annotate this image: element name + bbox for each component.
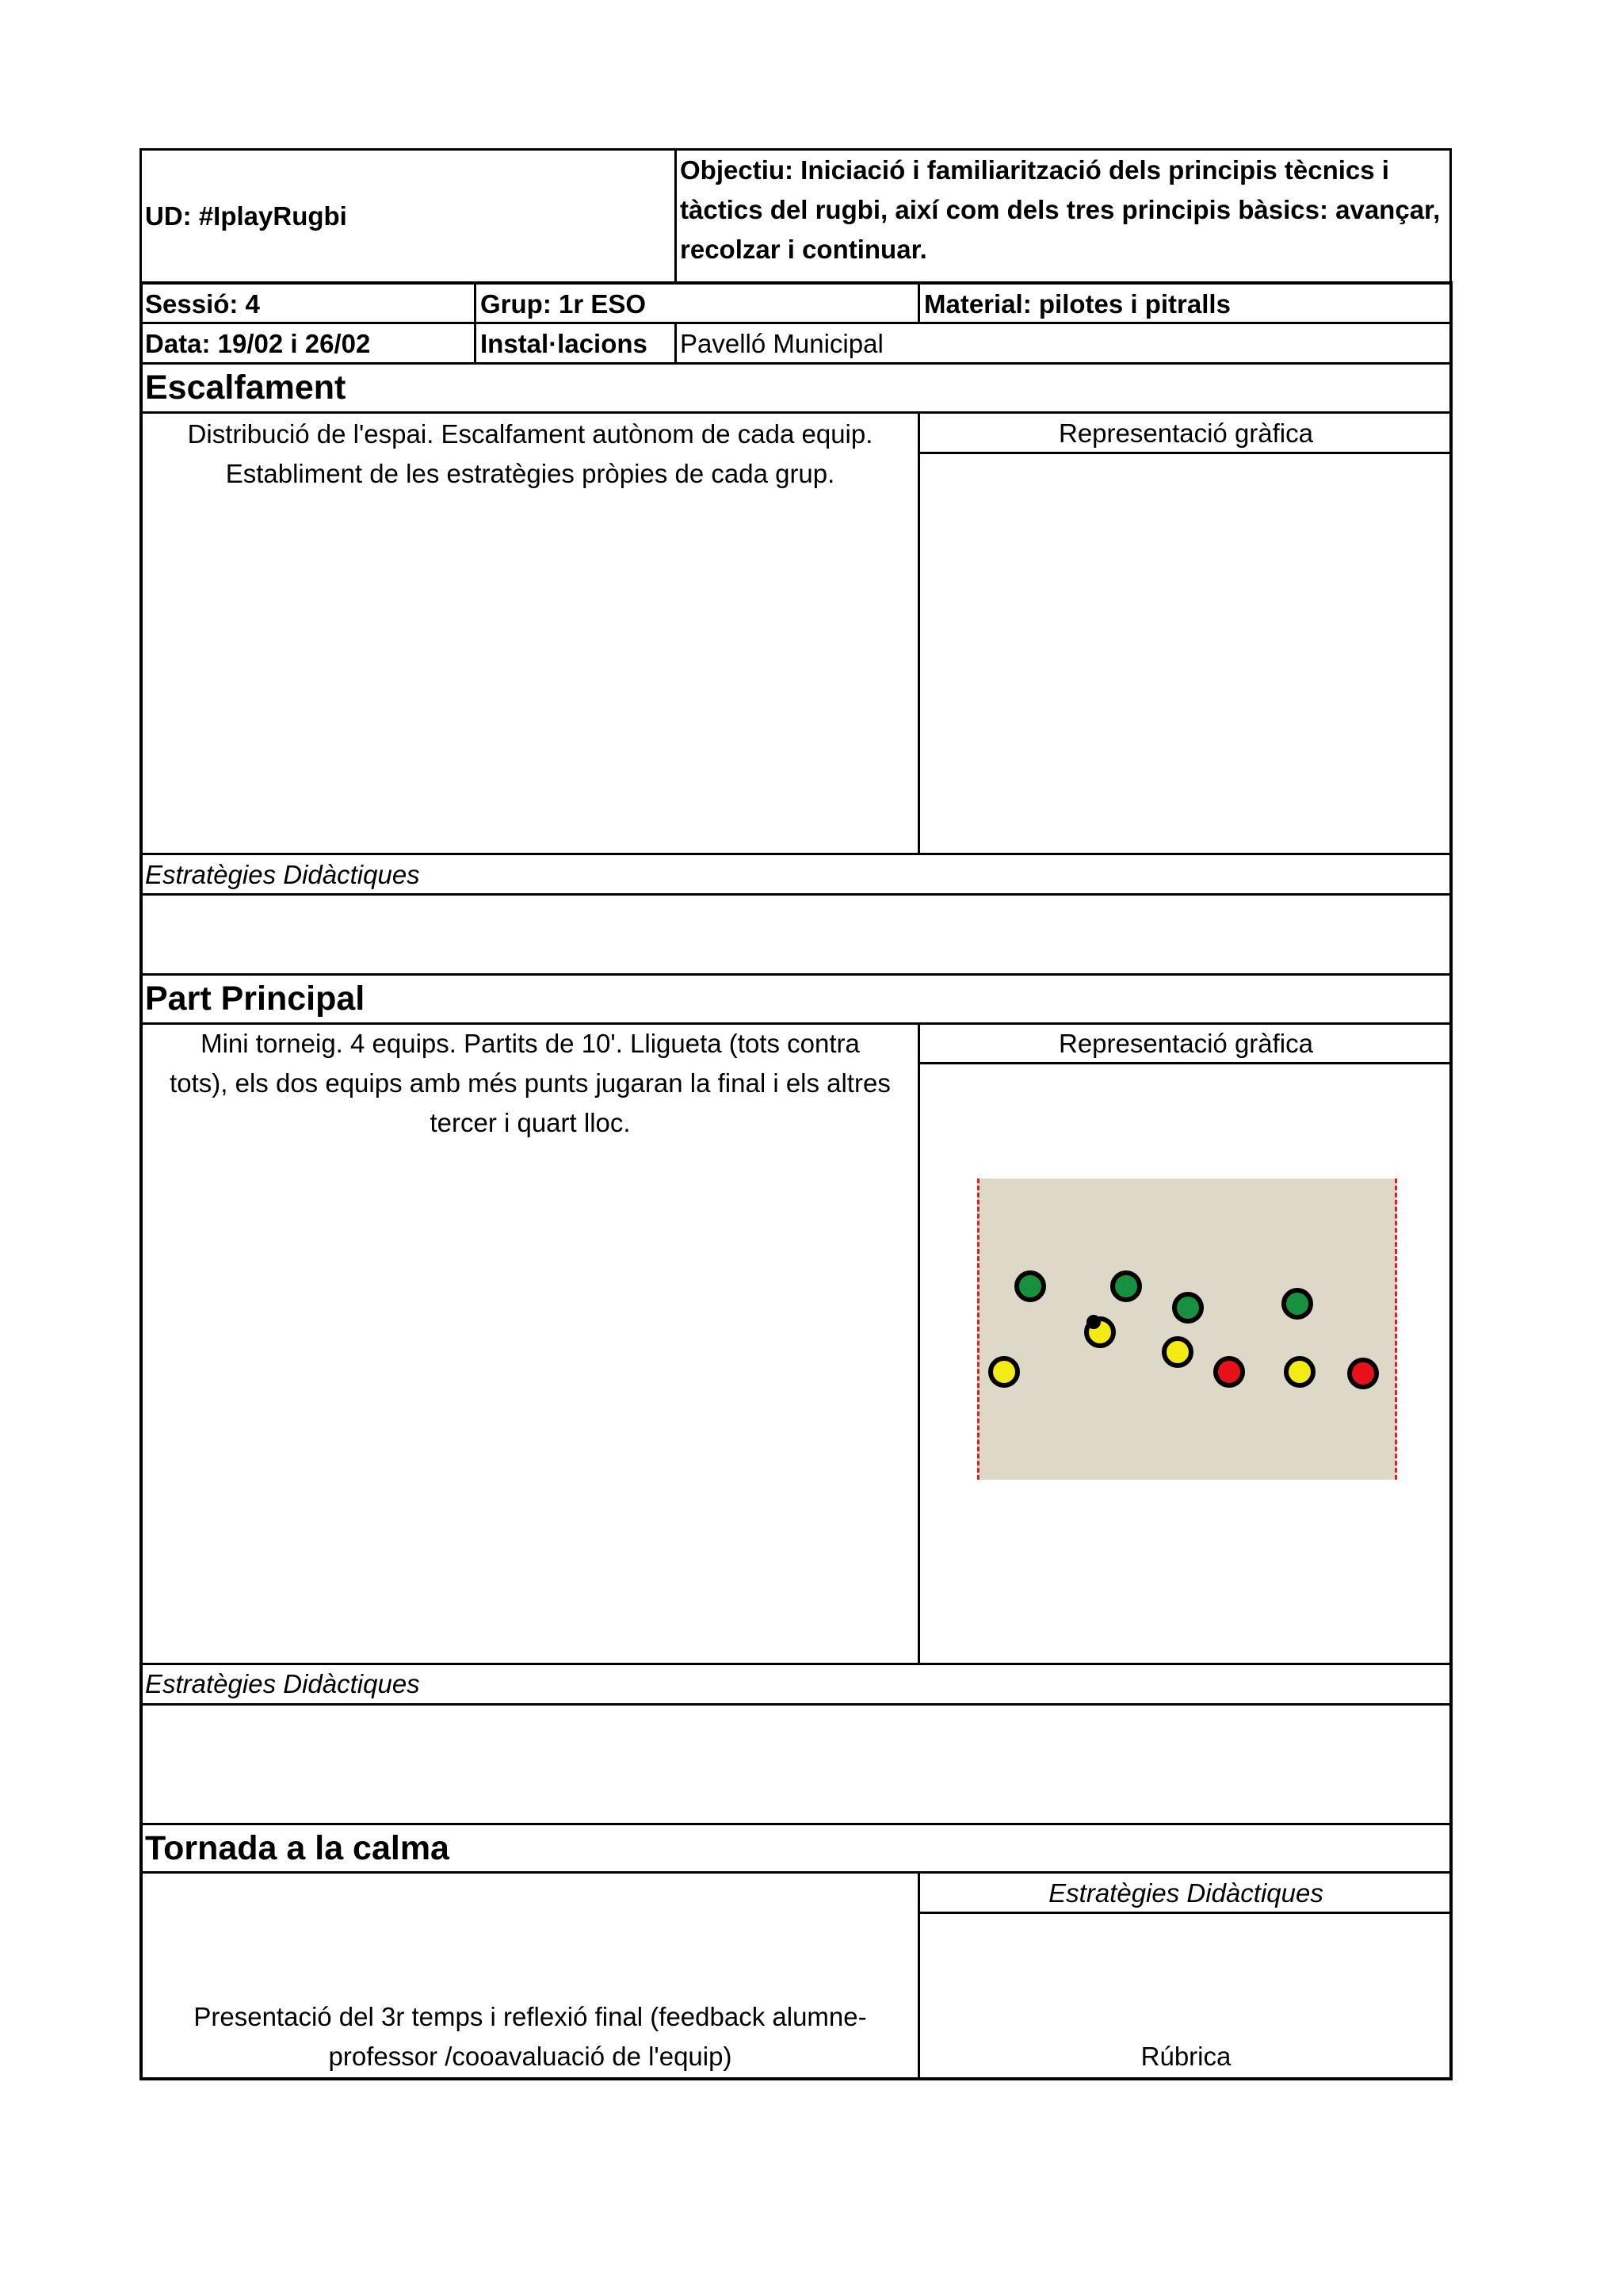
warmup-strategies-label: Estratègies Didàctiques	[145, 860, 420, 889]
cooldown-strategies-label: Estratègies Didàctiques	[1048, 1878, 1323, 1908]
col-line	[674, 322, 677, 362]
rugby-ball	[1086, 1315, 1101, 1329]
green-player	[1110, 1270, 1142, 1302]
facilities-value: Pavelló Municipal	[680, 329, 884, 358]
try-line-left	[977, 1179, 980, 1480]
rubric-label: Rúbrica	[1140, 2042, 1232, 2071]
warmup-title: Escalfament	[145, 369, 346, 407]
warmup-description-line-1: Distribució de l'espai. Escalfament autònom de cada equip.	[187, 419, 873, 449]
warmup-graphic-label: Representació gràfica	[1058, 418, 1313, 448]
main-description-line-3: tercer i quart lloc.	[430, 1108, 631, 1137]
cooldown-description-line-1: Presentació del 3r temps i reflexió final (feedback alumne-	[193, 2002, 867, 2031]
yellow-player	[1284, 1356, 1316, 1388]
main-part-title: Part Principal	[145, 980, 365, 1018]
session-date: Data: 19/02 i 26/02	[145, 329, 371, 358]
green-player	[1014, 1270, 1046, 1302]
try-line-right	[1395, 1179, 1397, 1480]
row-line	[139, 893, 1452, 896]
main-description-line-2: tots), els dos equips amb més punts jugaran la final i els altres	[170, 1068, 891, 1098]
red-player	[1347, 1358, 1379, 1389]
col-line	[474, 283, 476, 362]
facilities-label: Instal·lacions	[480, 329, 647, 358]
main-strategies-label: Estratègies Didàctiques	[145, 1669, 420, 1698]
objective-line-3: recolzar i continuar.	[680, 235, 927, 264]
ud-title: UD: #IplayRugbi	[145, 201, 347, 231]
session-number: Sessió: 4	[145, 289, 260, 319]
row-line	[139, 973, 1452, 976]
yellow-player	[988, 1356, 1020, 1388]
cooldown-title: Tornada a la calma	[145, 1829, 449, 1867]
yellow-player	[1162, 1336, 1193, 1368]
rugby-pitch	[977, 1179, 1396, 1480]
main-graphic-label: Representació gràfica	[1058, 1029, 1313, 1058]
header-divider	[674, 148, 677, 285]
row-line	[139, 1823, 1452, 1825]
objective-line-1: Objectiu: Iniciació i familiarització dels principis tècnics i	[680, 155, 1389, 185]
col-line	[918, 283, 920, 323]
objective-line-2: tàctics del rugbi, així com dels tres principis bàsics: avançar,	[680, 195, 1441, 224]
cooldown-description-line-2: professor /cooavaluació de l'equip)	[328, 2042, 732, 2071]
main-description-line-1: Mini torneig. 4 equips. Partits de 10'. Lligueta (tots contra	[200, 1029, 860, 1058]
group-label: Grup: 1r ESO	[480, 289, 647, 319]
warmup-description-line-2: Establiment de les estratègies pròpies de cada grup.	[225, 459, 835, 488]
green-player	[1281, 1288, 1313, 1320]
col-line	[918, 1022, 920, 1664]
material-label: Material: pilotes i pitralls	[924, 289, 1231, 319]
green-player	[1172, 1292, 1204, 1324]
red-player	[1213, 1356, 1245, 1388]
row-line	[139, 1703, 1452, 1706]
col-line	[918, 411, 920, 855]
